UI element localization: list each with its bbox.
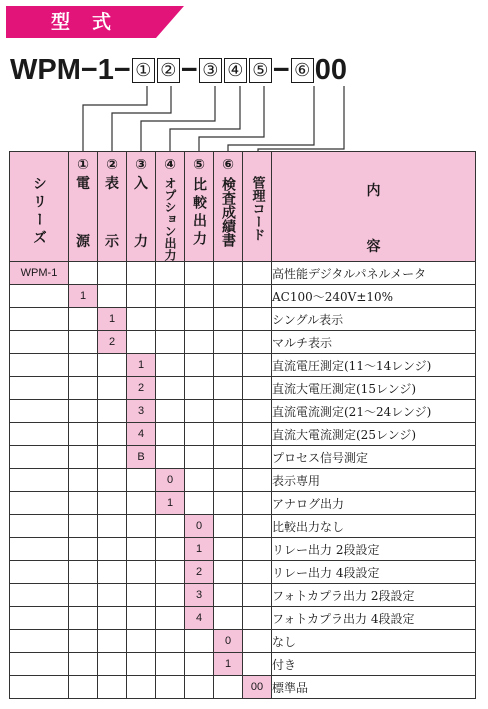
code-cell: 1 <box>127 354 156 377</box>
table-row <box>10 400 476 423</box>
blank-cell <box>214 515 243 538</box>
empty-cell <box>127 469 156 492</box>
blank-cell <box>243 584 272 607</box>
content-cell: 付き <box>272 653 476 676</box>
table-row <box>10 607 476 630</box>
blank-cell <box>243 308 272 331</box>
code-cell: B <box>127 446 156 469</box>
empty-cell <box>98 469 127 492</box>
code-cell: WPM-1 <box>10 262 69 285</box>
content-cell: リレー出力 4段設定 <box>272 561 476 584</box>
empty-cell <box>156 653 185 676</box>
empty-cell <box>10 630 69 653</box>
empty-cell <box>98 423 127 446</box>
empty-cell <box>156 676 185 699</box>
blank-cell <box>243 469 272 492</box>
empty-cell <box>10 607 69 630</box>
blank-cell <box>243 515 272 538</box>
empty-cell <box>69 653 98 676</box>
table-row <box>10 630 476 653</box>
blank-cell <box>243 492 272 515</box>
content-cell: 直流大電流測定(25レンジ) <box>272 423 476 446</box>
table-row <box>10 492 476 515</box>
code-cell: 2 <box>98 331 127 354</box>
empty-cell <box>10 469 69 492</box>
empty-cell <box>69 469 98 492</box>
table-row <box>10 653 476 676</box>
blank-cell <box>243 331 272 354</box>
empty-cell <box>98 561 127 584</box>
blank-cell <box>185 377 214 400</box>
empty-cell <box>10 377 69 400</box>
empty-cell <box>10 515 69 538</box>
content-cell: シングル表示 <box>272 308 476 331</box>
model-position-1: ① <box>132 58 155 83</box>
blank-cell <box>185 331 214 354</box>
blank-cell <box>69 262 98 285</box>
empty-cell <box>10 354 69 377</box>
connector-5 <box>199 86 264 151</box>
header-content: 内 容 <box>272 152 476 262</box>
header-power: ① 電 源 <box>69 152 98 262</box>
blank-cell <box>156 331 185 354</box>
blank-cell <box>243 423 272 446</box>
empty-cell <box>10 584 69 607</box>
blank-cell <box>185 423 214 446</box>
blank-cell <box>243 400 272 423</box>
blank-cell <box>214 469 243 492</box>
empty-cell <box>127 492 156 515</box>
header-compare-output: ⑤ 比較出力 <box>185 152 214 262</box>
blank-cell <box>214 262 243 285</box>
header-inspection-report: ⑥ 検査成績書 <box>214 152 243 262</box>
empty-cell <box>185 676 214 699</box>
content-cell: 表示専用 <box>272 469 476 492</box>
table-row <box>10 446 476 469</box>
empty-cell <box>127 676 156 699</box>
blank-cell <box>214 584 243 607</box>
empty-cell <box>98 630 127 653</box>
code-cell: 00 <box>243 676 272 699</box>
empty-cell <box>69 676 98 699</box>
header-row <box>10 152 476 262</box>
content-cell: フォトカプラ出力 4段設定 <box>272 607 476 630</box>
connector-mgmt <box>258 86 344 151</box>
table-row <box>10 354 476 377</box>
table-row <box>10 469 476 492</box>
code-cell: 2 <box>185 561 214 584</box>
header-display: ② 表 示 <box>98 152 127 262</box>
code-cell: 2 <box>127 377 156 400</box>
blank-cell <box>214 561 243 584</box>
empty-cell <box>98 607 127 630</box>
empty-cell <box>98 515 127 538</box>
blank-cell <box>214 331 243 354</box>
code-cell: 1 <box>69 285 98 308</box>
model-suffix: 00 <box>314 54 348 86</box>
empty-cell <box>127 607 156 630</box>
content-cell: 比較出力なし <box>272 515 476 538</box>
empty-cell <box>185 653 214 676</box>
code-cell: 1 <box>98 308 127 331</box>
model-position-4: ④ <box>224 58 247 83</box>
empty-cell <box>156 515 185 538</box>
code-cell: 0 <box>185 515 214 538</box>
empty-cell <box>98 446 127 469</box>
code-cell: 4 <box>127 423 156 446</box>
empty-cell <box>156 630 185 653</box>
blank-cell <box>243 285 272 308</box>
blank-cell <box>214 354 243 377</box>
empty-cell <box>98 377 127 400</box>
empty-cell <box>10 446 69 469</box>
header-management-code: 管理コード <box>243 152 272 262</box>
empty-cell <box>127 561 156 584</box>
content-cell: 直流電圧測定(11～14レンジ) <box>272 354 476 377</box>
blank-cell <box>185 354 214 377</box>
empty-cell <box>156 584 185 607</box>
header-series: シリーズ <box>10 152 69 262</box>
content-cell: プロセス信号測定 <box>272 446 476 469</box>
blank-cell <box>243 262 272 285</box>
empty-cell <box>69 561 98 584</box>
empty-cell <box>10 676 69 699</box>
blank-cell <box>98 262 127 285</box>
empty-cell <box>10 423 69 446</box>
connector-4 <box>170 86 240 151</box>
empty-cell <box>127 630 156 653</box>
empty-cell <box>69 446 98 469</box>
empty-cell <box>156 561 185 584</box>
empty-cell <box>98 676 127 699</box>
empty-cell <box>98 584 127 607</box>
empty-cell <box>69 607 98 630</box>
empty-cell <box>10 492 69 515</box>
content-cell: 直流電流測定(21～24レンジ) <box>272 400 476 423</box>
blank-cell <box>185 469 214 492</box>
blank-cell <box>243 377 272 400</box>
blank-cell <box>156 354 185 377</box>
section-title: 型式 <box>50 11 133 33</box>
empty-cell <box>156 607 185 630</box>
blank-cell <box>214 607 243 630</box>
model-dash-2: − <box>272 54 290 86</box>
blank-cell <box>214 285 243 308</box>
table-row <box>10 515 476 538</box>
spec-rows <box>10 262 476 699</box>
blank-cell <box>214 400 243 423</box>
model-prefix: WPM−1− <box>10 54 131 86</box>
blank-cell <box>156 400 185 423</box>
code-cell: 3 <box>127 400 156 423</box>
empty-cell <box>69 515 98 538</box>
empty-cell <box>98 538 127 561</box>
table-row <box>10 538 476 561</box>
empty-cell <box>127 653 156 676</box>
blank-cell <box>243 446 272 469</box>
blank-cell <box>127 262 156 285</box>
connector-6 <box>228 86 314 151</box>
table-row <box>10 285 476 308</box>
blank-cell <box>185 492 214 515</box>
content-cell: 直流大電圧測定(15レンジ) <box>272 377 476 400</box>
blank-cell <box>243 653 272 676</box>
code-cell: 0 <box>156 469 185 492</box>
blank-cell <box>214 308 243 331</box>
empty-cell <box>127 515 156 538</box>
blank-cell <box>185 285 214 308</box>
blank-cell <box>243 538 272 561</box>
blank-cell <box>185 400 214 423</box>
blank-cell <box>185 262 214 285</box>
connector-1 <box>83 86 147 151</box>
empty-cell <box>69 538 98 561</box>
blank-cell <box>127 285 156 308</box>
table-row <box>10 377 476 400</box>
model-position-3: ③ <box>199 58 222 83</box>
blank-cell <box>185 308 214 331</box>
empty-cell <box>10 400 69 423</box>
code-cell: 0 <box>214 630 243 653</box>
content-cell: リレー出力 2段設定 <box>272 538 476 561</box>
model-position-2: ② <box>157 58 180 83</box>
content-cell: AC100～240V±10% <box>272 285 476 308</box>
empty-cell <box>98 354 127 377</box>
blank-cell <box>127 331 156 354</box>
connector-3 <box>141 86 215 151</box>
blank-cell <box>243 630 272 653</box>
empty-cell <box>98 653 127 676</box>
model-position-6: ⑥ <box>291 58 314 83</box>
blank-cell <box>214 377 243 400</box>
content-cell: アナログ出力 <box>272 492 476 515</box>
empty-cell <box>10 331 69 354</box>
blank-cell <box>156 423 185 446</box>
empty-cell <box>98 492 127 515</box>
empty-cell <box>10 285 69 308</box>
empty-cell <box>69 630 98 653</box>
table-row <box>10 423 476 446</box>
code-cell: 1 <box>156 492 185 515</box>
blank-cell <box>214 423 243 446</box>
model-position-5: ⑤ <box>249 58 272 83</box>
header-input: ③ 入 力 <box>127 152 156 262</box>
blank-cell <box>127 308 156 331</box>
spec-table <box>9 151 476 699</box>
table-row <box>10 676 476 699</box>
table-row <box>10 308 476 331</box>
content-cell: フォトカプラ出力 2段設定 <box>272 584 476 607</box>
empty-cell <box>156 538 185 561</box>
empty-cell <box>10 653 69 676</box>
empty-cell <box>69 354 98 377</box>
blank-cell <box>243 561 272 584</box>
empty-cell <box>127 584 156 607</box>
blank-cell <box>214 492 243 515</box>
code-cell: 3 <box>185 584 214 607</box>
blank-cell <box>214 446 243 469</box>
empty-cell <box>69 377 98 400</box>
content-cell: 標準品 <box>272 676 476 699</box>
empty-cell <box>10 561 69 584</box>
model-dash-1: − <box>180 54 198 86</box>
content-cell: マルチ表示 <box>272 331 476 354</box>
blank-cell <box>243 354 272 377</box>
code-cell: 1 <box>185 538 214 561</box>
content-cell: なし <box>272 630 476 653</box>
blank-cell <box>185 446 214 469</box>
blank-cell <box>156 308 185 331</box>
table-row <box>10 584 476 607</box>
content-cell: 高性能デジタルパネルメータ <box>272 262 476 285</box>
empty-cell <box>69 492 98 515</box>
empty-cell <box>98 400 127 423</box>
empty-cell <box>69 423 98 446</box>
blank-cell <box>214 538 243 561</box>
empty-cell <box>185 630 214 653</box>
code-cell: 4 <box>185 607 214 630</box>
table-row <box>10 561 476 584</box>
empty-cell <box>69 308 98 331</box>
blank-cell <box>243 607 272 630</box>
blank-cell <box>98 285 127 308</box>
empty-cell <box>69 400 98 423</box>
empty-cell <box>69 584 98 607</box>
header-option-output: ④ オプション出力 <box>156 152 185 262</box>
blank-cell <box>156 285 185 308</box>
connector-lines <box>0 0 488 160</box>
table-row <box>10 262 476 285</box>
blank-cell <box>156 262 185 285</box>
empty-cell <box>10 308 69 331</box>
table-row <box>10 331 476 354</box>
code-cell: 1 <box>214 653 243 676</box>
empty-cell <box>69 331 98 354</box>
blank-cell <box>156 446 185 469</box>
empty-cell <box>214 676 243 699</box>
empty-cell <box>127 538 156 561</box>
blank-cell <box>156 377 185 400</box>
empty-cell <box>10 538 69 561</box>
